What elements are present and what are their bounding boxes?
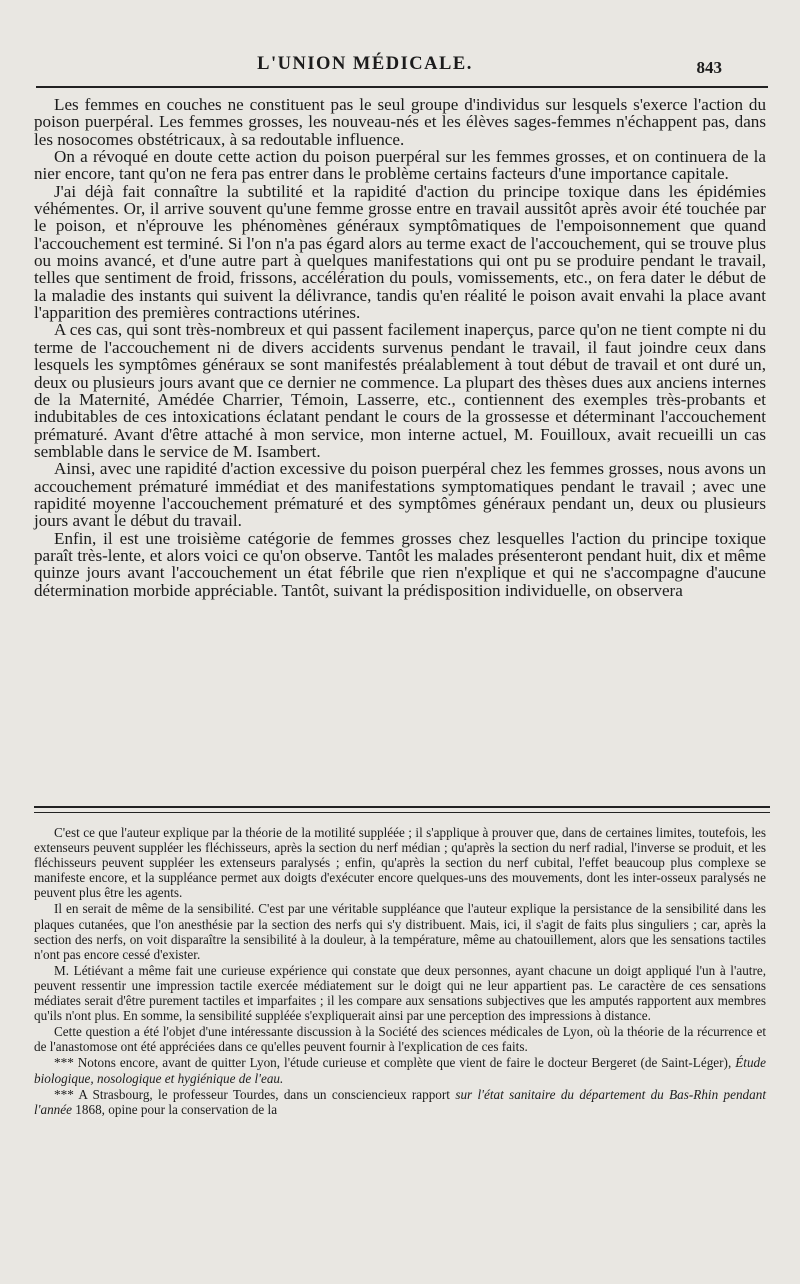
report-title: sur l'état sanitaire du département du Bas-Rhin pendant l'année — [34, 1086, 767, 1117]
note-text: *** A Strasbourg, le professeur Tourdes, dans un consciencieux rapport — [54, 1086, 450, 1102]
note-paragraph: Cette question a été l'objet d'une intéressante discussion à la Société des sciences médicales de Lyon, où la théorie de la récurrence et de l'anastomose ont été appréciées dans ce qu'elles peuvent fournir à l'explication de ces faits. — [34, 1024, 766, 1055]
running-head: L'UNION MÉDICALE. — [257, 54, 473, 74]
notes-section — [34, 825, 766, 1117]
section-rule — [34, 806, 770, 808]
page-number: 843 — [696, 58, 722, 77]
paragraph: Ainsi, avec une rapidité d'action excessive du poison puerpéral chez les femmes grosses, nous avons un accouchement prématuré immédiat et des manifestations symptomatiques pendant le travail ; avec une rapidité moyenne l'accouchement prématuré et des symptômes généraux pendant un, deux ou plusieurs jours avant le début du travail. — [34, 459, 766, 531]
paragraph: Enfin, il est une troisième catégorie de femmes grosses chez lesquelles l'action du principe toxique paraît très-lente, et alors voici ce qu'on observe. Tantôt les malades présenteront pendant huit, dix et même quinze jours avant l'accouchement un état fébrile que rien n'explique et qui ne s'accompagne d'aucune détermination morbide appréciable. Tantôt, suivant la prédisposition individuelle, on observera — [34, 528, 766, 600]
note-paragraph: M. Létiévant a même fait une curieuse expérience qui constate que deux personnes, ayant chacune un doigt appliqué l'un à l'autre, peuvent ressentir une impression tactile exercée médiatement sur le doigt qui ne leur appartient pas. Le caractère de ces sensations médiates serait d'être purement tactiles et imparfaites ; il les compare aux sensations subjectives que les amputés rapportent aux membres qu'ils n'ont plus. En somme, la sensibilité suppléée s'expliquerait ainsi par une perception des impressions à distance. — [34, 962, 766, 1024]
header-rule — [36, 86, 768, 88]
main-text — [34, 96, 766, 599]
section-rule — [34, 812, 770, 813]
paragraph: A ces cas, qui sont très-nombreux et qui passent facilement inaperçus, parce qu'on ne tient compte ni du terme de l'accouchement ni de divers accidents survenus pendant le travail, il faut joindre ceux dans lesquels les symptômes généraux se sont manifestés préalablement à tout début de travail et ont duré un, deux ou plusieurs jours avant que ce dernier ne commence. La plupart des thèses dues aux anciens internes de la Maternité, Amédée Charrier, Témoin, Lasserre, etc., contiennent des exemples très-probants et indubitables de ces intoxications éclatant pendant le cours de la grossesse et déterminant l'accouchement prématuré. Avant d'être attaché à mon service, mon interne actuel, M. Fouilloux, avait recueilli un cas semblable dans le service de M. Isambert. — [34, 320, 766, 461]
page-header — [0, 52, 800, 82]
note-paragraph — [34, 1055, 766, 1085]
work-title: Étude biologique, nosologique et hygiénique de l'eau. — [34, 1055, 766, 1086]
note-text: *** Notons encore, avant de quitter Lyon, l'étude curieuse et complète que vient de faire le docteur Bergeret (de Saint-Léger), — [54, 1055, 732, 1071]
note-paragraph — [34, 1087, 766, 1117]
note-paragraph: Il en serait de même de la sensibilité. C'est par une véritable suppléance que l'auteur explique la persistance de la sensibilité dans les plaques cutanées, que l'on anesthésie par la section des nerfs qui s'y distribuent. Mais, ici, il s'agit de faits plus singuliers ; car, après la section des nerfs, on voit disparaître la sensibilité à la douleur, à la température, même au chatouillement, alors que les sensations tactiles n'ont pas encore cessé d'exister. — [34, 901, 766, 962]
paragraph: On a révoqué en doute cette action du poison puerpéral sur les femmes grosses, et on continuera de la nier encore, tant qu'on ne fera pas entrer dans le problème certains facteurs d'une importance capitale. — [34, 147, 766, 184]
note-paragraph: C'est ce que l'auteur explique par la théorie de la motilité suppléée ; il s'applique à prouver que, dans de certaines limites, toutefois, les extenseurs peuvent suppléer les fléchisseurs, après la section du nerf médian ; qu'après la section du nerf radial, l'inverse se produit, et les fléchisseurs peuvent suppléer les extenseurs paralysés ; enfin, qu'après la section du nerf cubital, l'effet beaucoup plus complexe se manifeste encore, et la suppléance permet aux doigts d'exécuter encore quelques-uns des mouvements, dont les inter-osseux paralysés ne peuvent plus être les agents. — [34, 825, 766, 901]
paragraph: J'ai déjà fait connaître la subtilité et la rapidité d'action du principe toxique dans les épidémies véhémentes. Or, il arrive souvent qu'une femme grosse entre en travail aussitôt après avoir été touchée par le poison, et n'éprouve les phénomènes généraux symptômatiques de l'empoisonnement que quand l'accouchement est terminé. Si l'on n'a pas égard alors au terme exact de l'accouchement, qui se trouve plus ou moins avancé, et d'une autre part à quelques manifestations qui ont pu se produire pendant le travail, telles que sentiment de froid, frissons, accélération du pouls, vomissements, etc., on fera dater le début de la maladie des instants qui suivent la délivrance, tandis qu'en réalité le poison avait envahi la place avant l'apparition des premières contractions utérines. — [34, 181, 766, 323]
note-text: 1868, opine pour la conservation de la — [75, 1101, 278, 1117]
paragraph: Les femmes en couches ne constituent pas le seul groupe d'individus sur lesquels s'exerce l'action du poison puerpéral. Les femmes grosses, les nouveau-nés et les élèves sages-femmes n'échappent pas, dans les nosocomes obstétricaux, à sa redoutable influence. — [34, 95, 766, 149]
